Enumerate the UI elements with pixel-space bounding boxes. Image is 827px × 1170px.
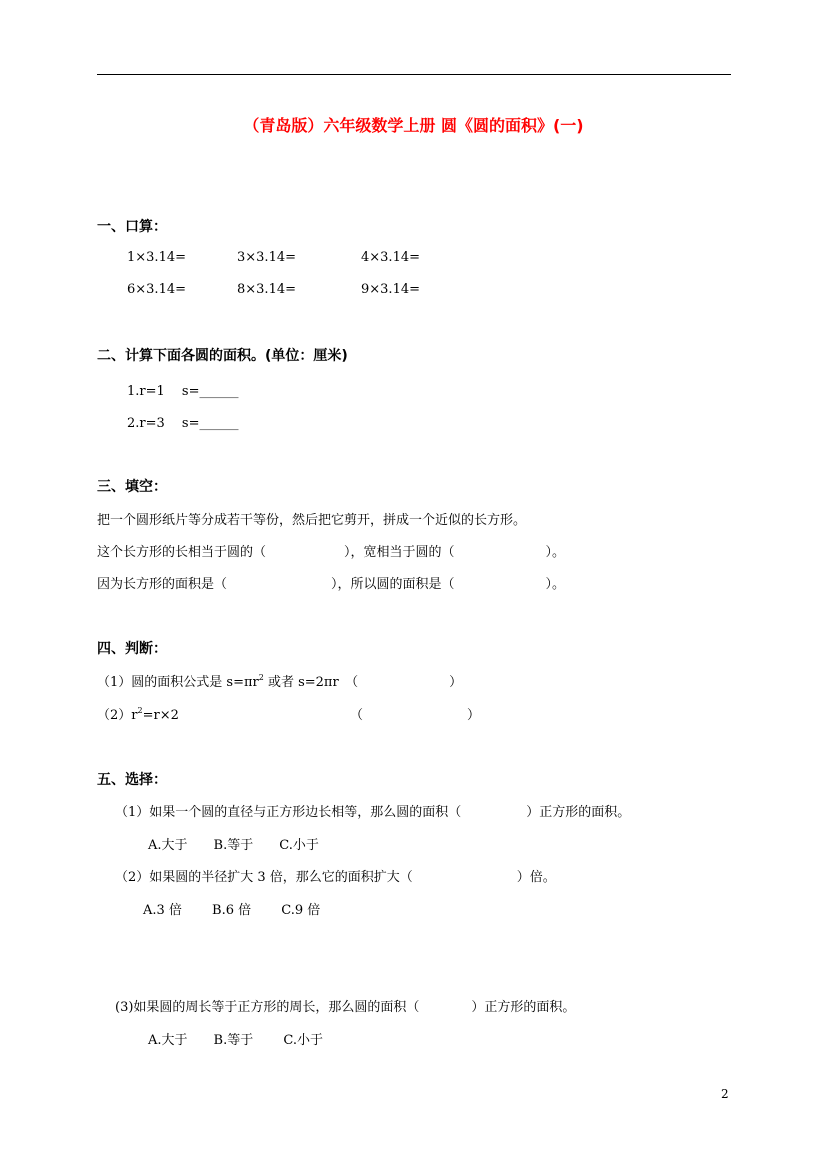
oral-calc-item: 6×3.14=: [127, 282, 187, 297]
fill-blank-line: 这个长方形的长相当于圆的（ ），宽相当于圆的（ ）。: [97, 545, 566, 560]
section-3-heading: 三、填空：: [97, 479, 167, 495]
choice-question-2: （2）如果圆的半径扩大 3 倍，那么它的面积扩大（ ）倍。: [115, 870, 556, 885]
judge-item-2-blank: （ ）: [350, 708, 481, 723]
section-4-heading: 四、判断：: [97, 641, 167, 657]
fill-blank-line: 因为长方形的面积是（ ），所以圆的面积是（ ）。: [97, 577, 566, 592]
page-number: 2: [721, 1087, 729, 1101]
oral-calc-item: 9×3.14=: [361, 282, 421, 297]
choice-options-3: A.大于 B.等于 C.小于: [148, 1033, 323, 1048]
circle-area-item: 2.r=3 s=______: [127, 416, 239, 431]
section-1-heading: 一、口算：: [97, 219, 167, 235]
oral-calc-item: 3×3.14=: [237, 250, 297, 265]
choice-question-3: (3)如果圆的周长等于正方形的周长，那么圆的面积（ ）正方形的面积。: [115, 1000, 576, 1015]
header-rule: [97, 74, 731, 75]
page-title: （青岛版）六年级数学上册 圆《圆的面积》(一): [243, 116, 584, 135]
circle-area-item: 1.r=1 s=______: [127, 384, 239, 399]
oral-calc-item: 1×3.14=: [127, 250, 187, 265]
judge-item-1: （1）圆的面积公式是 $s=\pi r^2$ 或者 s=2πr （ ）: [97, 673, 463, 690]
judge-item-2: $(2)r^2=r\times 2$: [97, 706, 179, 723]
fill-blank-line: 把一个圆形纸片等分成若干等份，然后把它剪开，拼成一个近似的长方形。: [97, 513, 527, 528]
oral-calc-item: 4×3.14=: [361, 250, 421, 265]
choice-options-1: A.大于 B.等于 C.小于: [148, 838, 319, 853]
section-2-heading: 二、计算下面各圆的面积。(单位：厘米): [97, 348, 348, 364]
section-5-heading: 五、选择：: [97, 772, 167, 788]
choice-options-2: A.3 倍 B.6 倍 C.9 倍: [143, 903, 321, 918]
choice-question-1: （1）如果一个圆的直径与正方形边长相等，那么圆的面积（ ）正方形的面积。: [115, 805, 631, 820]
oral-calc-item: 8×3.14=: [237, 282, 297, 297]
